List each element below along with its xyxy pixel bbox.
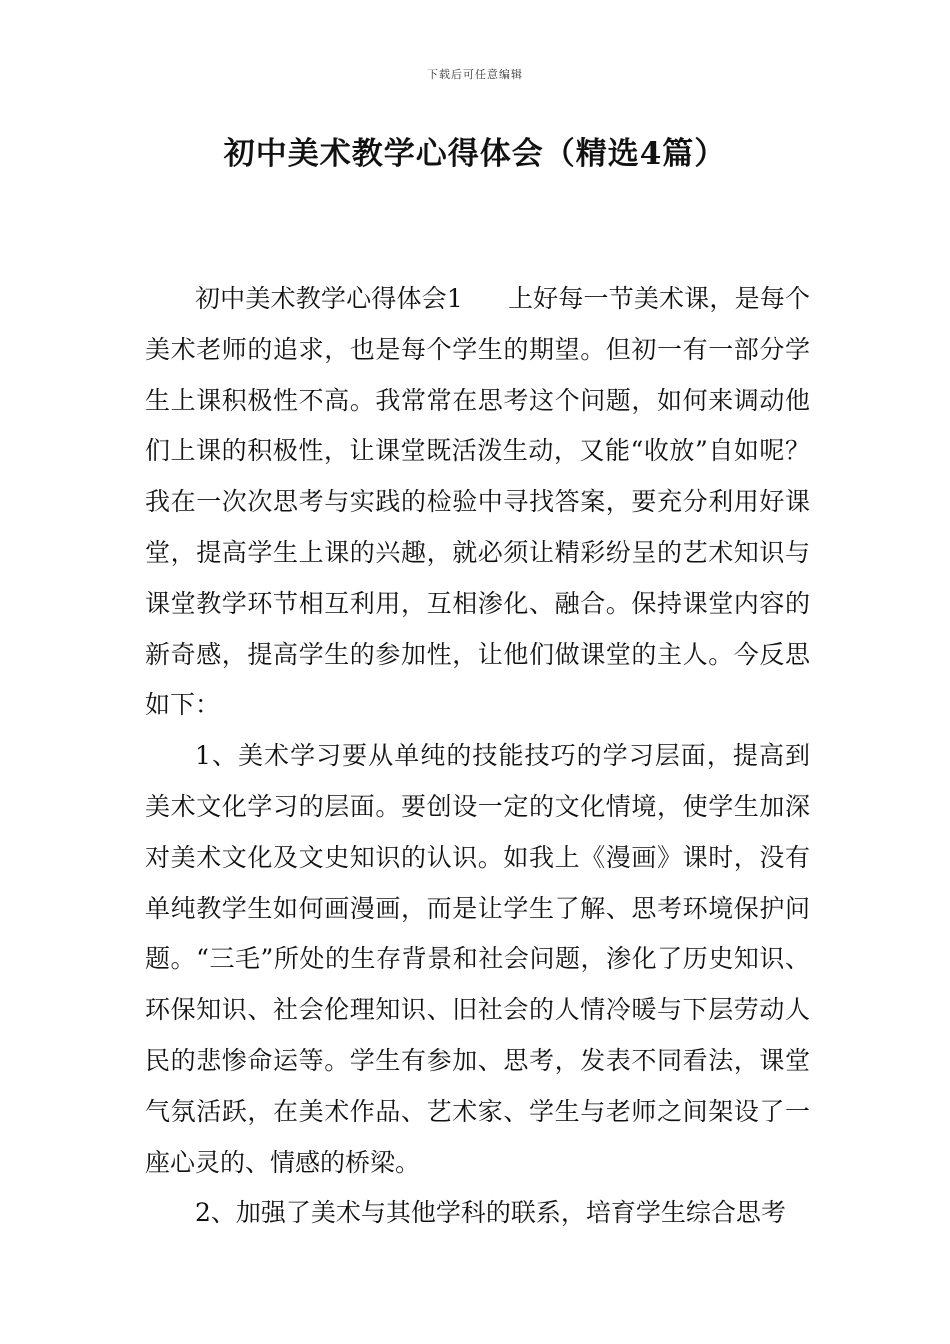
- paragraph-1: [145, 274, 810, 731]
- section-heading: 初中美术教学心得体会1: [195, 284, 463, 313]
- header-note: 下载后可任意编辑: [427, 68, 523, 81]
- document-body: [145, 274, 810, 1239]
- paragraph-3: [145, 1188, 810, 1239]
- paragraph-text: 上好每一节美术课，是每个美术老师的追求，也是每个学生的期望。但初一有一部分学生上课积极性不高。我常常在思考这个问题，如何来调动他们上课的积极性，让课堂既活泼生动，又能“收放”自如呢？我在一次次思考与实践的检验中寻找答案，要充分利用好课堂，提高学生上课的兴趣，就必须让精彩纷呈的艺术知识与课堂教学环节相互利用，互相渗化、融合。保持课堂内容的新奇感，提高学生的参加性，让他们做课堂的主人。今反思如下：: [145, 284, 810, 720]
- document-title: 初中美术教学心得体会（精选4篇）: [223, 136, 727, 172]
- paragraph-text: 2、加强了美术与其他学科的联系，培育学生综合思考: [195, 1198, 786, 1228]
- paragraph-text: 1、美术学习要从单纯的技能技巧的学习层面，提高到美术文化学习的层面。要创设一定的文化情境，使学生加深对美术文化及文史知识的认识。如我上《漫画》课时，没有单纯教学生如何画漫画，而是让学生了解、思考环境保护问题。“三毛”所处的生存背景和社会问题，渗化了历史知识、环保知识、社会伦理知识、旧社会的人情冷暖与下层劳动人民的悲惨命运等。学生有参加、思考，发表不同看法，课堂气氛活跃，在美术作品、艺术家、学生与老师之间架设了一座心灵的、情感的桥梁。: [145, 741, 810, 1177]
- paragraph-2: [145, 731, 810, 1188]
